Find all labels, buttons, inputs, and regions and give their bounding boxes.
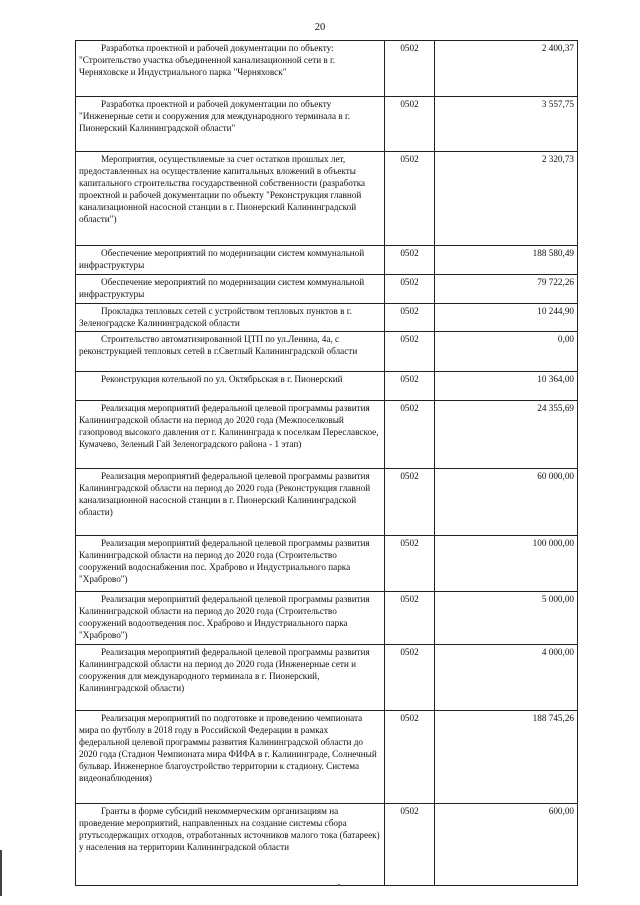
budget-table-body <box>76 41 578 886</box>
table-row <box>76 274 578 303</box>
row-amount: 79 722,26 <box>435 274 578 303</box>
row-code: 0502 <box>385 41 435 97</box>
table-row <box>76 332 578 372</box>
row-code: 0502 <box>385 97 435 152</box>
row-code: 0502 <box>385 372 435 401</box>
row-description: Реализация мероприятий федеральной целевой программы развития Калининградской области на период до 2020 года (Реконструкция главной канализационной насосной станции в г. Пионерский Калининградской области) <box>76 469 385 536</box>
row-description: Разработка проектной и рабочей документации по объекту: "Строительство участка объединенной канализационной сети в г. Черняховске и Индустриального парка "Черняховск" <box>76 41 385 97</box>
row-description: Реализация мероприятий федеральной целевой программы развития Калининградской области на период до 2020 года (Строительство сооружений водоснабжения пос. Храброво и Индустриального парка "Храброво") <box>76 536 385 592</box>
table-row <box>76 41 578 97</box>
table-row <box>76 246 578 275</box>
table-row <box>76 645 578 711</box>
table-row <box>76 97 578 152</box>
row-code: 0502 <box>385 303 435 332</box>
row-code: 0502 <box>385 469 435 536</box>
table-row <box>76 536 578 592</box>
row-description: Прокладка тепловых сетей с устройством тепловых пунктов в г. Зеленоградске Калининградской области <box>76 303 385 332</box>
row-amount: 100 000,00 <box>435 536 578 592</box>
row-code: 0502 <box>385 274 435 303</box>
row-amount: 600,00 <box>435 804 578 886</box>
table-row <box>76 372 578 401</box>
scan-edge-mark <box>0 850 2 896</box>
row-amount: 10 244,90 <box>435 303 578 332</box>
scan-speck <box>338 884 340 886</box>
row-code: 0502 <box>385 401 435 469</box>
row-description: Обеспечение мероприятий по модернизации систем коммунальной инфраструктуры <box>76 246 385 275</box>
row-description: Обеспечение мероприятий по модернизации систем коммунальной инфраструктуры <box>76 274 385 303</box>
row-amount: 0,00 <box>435 332 578 372</box>
row-description: Строительство автоматизированной ЦТП по ул.Ленина, 4а, с реконструкцией тепловых сетей в г.Светлый Калининградской области <box>76 332 385 372</box>
row-description: Реконструкция котельной по ул. Октябрьская в г. Пионерский <box>76 372 385 401</box>
budget-table <box>75 40 578 886</box>
page-number: 20 <box>314 22 326 33</box>
row-description: Разработка проектной и рабочей документации по объекту "Инженерные сети и сооружения для международного терминала в г. Пионерский Калининградской области" <box>76 97 385 152</box>
row-description: Гранты в форме субсидий некоммерческим организациям на проведение мероприятий, направленных на создание системы сбора ртутьсодержащих отходов, отработанных источников малого тока (батареек) у населения на территории Калининградской области <box>76 804 385 886</box>
row-code: 0502 <box>385 645 435 711</box>
table-row <box>76 401 578 469</box>
row-code: 0502 <box>385 711 435 804</box>
row-code: 0502 <box>385 592 435 645</box>
row-amount: 3 557,75 <box>435 97 578 152</box>
table-row <box>76 469 578 536</box>
row-code: 0502 <box>385 332 435 372</box>
row-amount: 60 000,00 <box>435 469 578 536</box>
row-amount: 2 400,37 <box>435 41 578 97</box>
row-code: 0502 <box>385 536 435 592</box>
row-code: 0502 <box>385 152 435 246</box>
row-description: Реализация мероприятий федеральной целевой программы развития Калининградской области на период до 2020 года (Строительство сооружений водоотведения пос. Храброво и Индустриального парка "Храброво") <box>76 592 385 645</box>
table-row <box>76 592 578 645</box>
row-description: Реализация мероприятий федеральной целевой программы развития Калининградской области на период до 2020 года (Инженерные сети и сооружения для международного терминала в г. Пионерский, Калининградской области) <box>76 645 385 711</box>
row-amount: 24 355,69 <box>435 401 578 469</box>
table-row <box>76 303 578 332</box>
table-row <box>76 804 578 886</box>
row-code: 0502 <box>385 804 435 886</box>
row-code: 0502 <box>385 246 435 275</box>
row-description: Реализация мероприятий федеральной целевой программы развития Калининградской области на период до 2020 года (Межпоселковый газопровод высокого давления от г. Калининграда к поселкам Переславское, Кумачево, Зеленый Гай Зеленоградского района - 1 этап) <box>76 401 385 469</box>
row-amount: 188 745,26 <box>435 711 578 804</box>
table-row <box>76 152 578 246</box>
row-description: Мероприятия, осуществляемые за счет остатков прошлых лет, предоставленных на осуществление капитальных вложений в объекты капитального строительства государственной собственности (разработка проектной и рабочей документации по объекту "Реконструкция главной канализационной насосной станции в г. Пионерский Калининградской области") <box>76 152 385 246</box>
row-amount: 5 000,00 <box>435 592 578 645</box>
row-amount: 10 364,00 <box>435 372 578 401</box>
row-amount: 188 580,49 <box>435 246 578 275</box>
row-description: Реализация мероприятий по подготовке и проведению чемпионата мира по футболу в 2018 году в Российской Федерации в рамках федеральной целевой программы развития Калининградской области до 2020 года (Стадион Чемпионата мира ФИФА в г. Калининграде, Солнечный бульвар. Инженерное благоустройство территории к стадиону. Система видеонаблюдения) <box>76 711 385 804</box>
row-amount: 2 320,73 <box>435 152 578 246</box>
row-amount: 4 000,00 <box>435 645 578 711</box>
table-row <box>76 711 578 804</box>
